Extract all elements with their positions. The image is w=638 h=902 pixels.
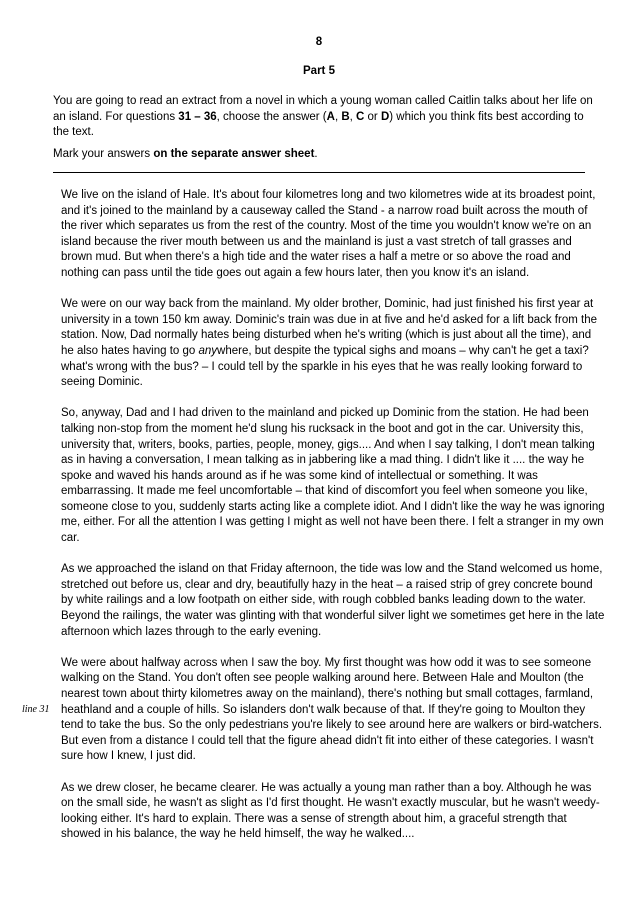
paragraph-2-text-b: where, but despite the typical sighs and moans – why can't he get a taxi? what's wrong with the bus? – I could tell by the sparkle in his eyes that he was really looking forward to seeing Dominic. [61,344,589,389]
paragraph-6: As we drew closer, he became clearer. He was actually a young man rather than a boy. Although he was on the small side, he wasn't as slight as I'd first thought. He wasn't exactly muscular, but he wasn't weedy-looking either. It's hard to explain. There was a sense of strength about him, a graceful strength that showed in his balance, the way he held himself, the way he walked.... [61,781,600,841]
paragraph-2-text-a: We were on our way back from the mainland. My older brother, Dominic, had just finished his first year at university in a town 150 km away. Dominic's train was due in at five and he'd asked for a lift back from the station. Now, Dad normally hates being disturbed when he's writing (which is just about all the time), and he also hates having to go [61,298,597,357]
mark-bold: on the separate answer sheet [153,148,315,160]
paragraph-2 [61,297,606,391]
question-range: 31 – 36 [178,110,217,123]
instr-or: or [364,110,381,123]
page-number: 8 [315,36,323,48]
line-marker: line 31 [22,704,50,715]
instr-text-2: , choose the answer ( [216,110,327,123]
instructions-paragraph [53,94,598,141]
reading-passage [61,188,606,859]
instr-text-1: You are going to read an extract from a novel in which a young woman called Caitlin talks about her life on an island. For questions [53,95,593,123]
paragraph-2-emphasis: any [198,344,218,357]
instr-comma-2: , [349,110,357,123]
paragraph-4: As we approached the island on that Friday afternoon, the tide was low and the Stand welcomed us home, stretched out before us, clear and dry, beautifully hazy in the heat – a raised strip of grey concrete bound by white railings and a low footpath on either side, with rough cobbled banks leading down to the water. Beyond the railings, the water was glinting with that wonderful silver light we sometimes get here in the late afternoon which lazes through to the early evening. [61,563,605,638]
instr-text-3: ) which you think fits best according to the text. [53,110,584,138]
option-c: C [356,110,365,123]
mark-prefix: Mark your answers [53,148,154,160]
part-title: Part 5 [303,65,335,77]
option-a: A [326,110,335,123]
paragraph-1: We live on the island of Hale. It's about four kilometres long and two kilometres wide at its broadest point, and it's joined to the mainland by a causeway called the Stand - a narrow road built across the mouth of the river which separates us from the rest of the country. Most of the time you wouldn't know we're on an island because the river mouth between us and the mainland is just a vast stretch of tall grasses and brown mud. But when there's a high tide and the water rises a half a metre or so above the road and nothing can pass until the tide goes out again a few hours later, then you know it's an island. [61,189,596,279]
paragraph-5: We were about halfway across when I saw the boy. My first thought was how odd it was to see someone walking on the Stand. You don't often see people walking around here. Between Hale and Moulton (the nearest town about thirty kilometres away on the mainland), there's nothing but small cottages, farmland, heathland and a couple of hills. So islanders don't walk because of that. If they're going to Moulton they tend to take the bus. So the only pedestrians you're likely to see around here are walkers or bird-watchers. But even from a distance I could tell that the figure ahead didn't fit into either of these categories. I wasn't sure how I knew, I just did. [61,656,603,763]
option-b: B [341,110,350,123]
mark-suffix: . [314,148,318,160]
instructions [53,94,598,141]
answer-sheet-note [53,147,598,163]
paragraph-3: So, anyway, Dad and I had driven to the mainland and picked up Dominic from the station. He had been talking non-stop from the moment he'd slung his rucksack in the boot and got in the car. University this, university that, writers, books, parties, people, money, gigs.... And when I say talking, I don't mean talking as in having a conversation, I mean talking as in jabbering like a mad thing. I didn't like it .... the way he spoke and waved his hands around as if he was some kind of intellectual or something. It was embarrassing. It made me feel uncomfortable – that kind of discomfort you feel when someone you like, someone close to you, suddenly starts acting like a complete idiot. And I didn't like the way he was ignoring me, either. For all the attention I was getting I might as well not have been there. I felt a stranger in my own car. [61,407,605,545]
option-d: D [380,110,390,123]
divider [53,172,585,173]
instr-comma-1: , [334,110,342,123]
